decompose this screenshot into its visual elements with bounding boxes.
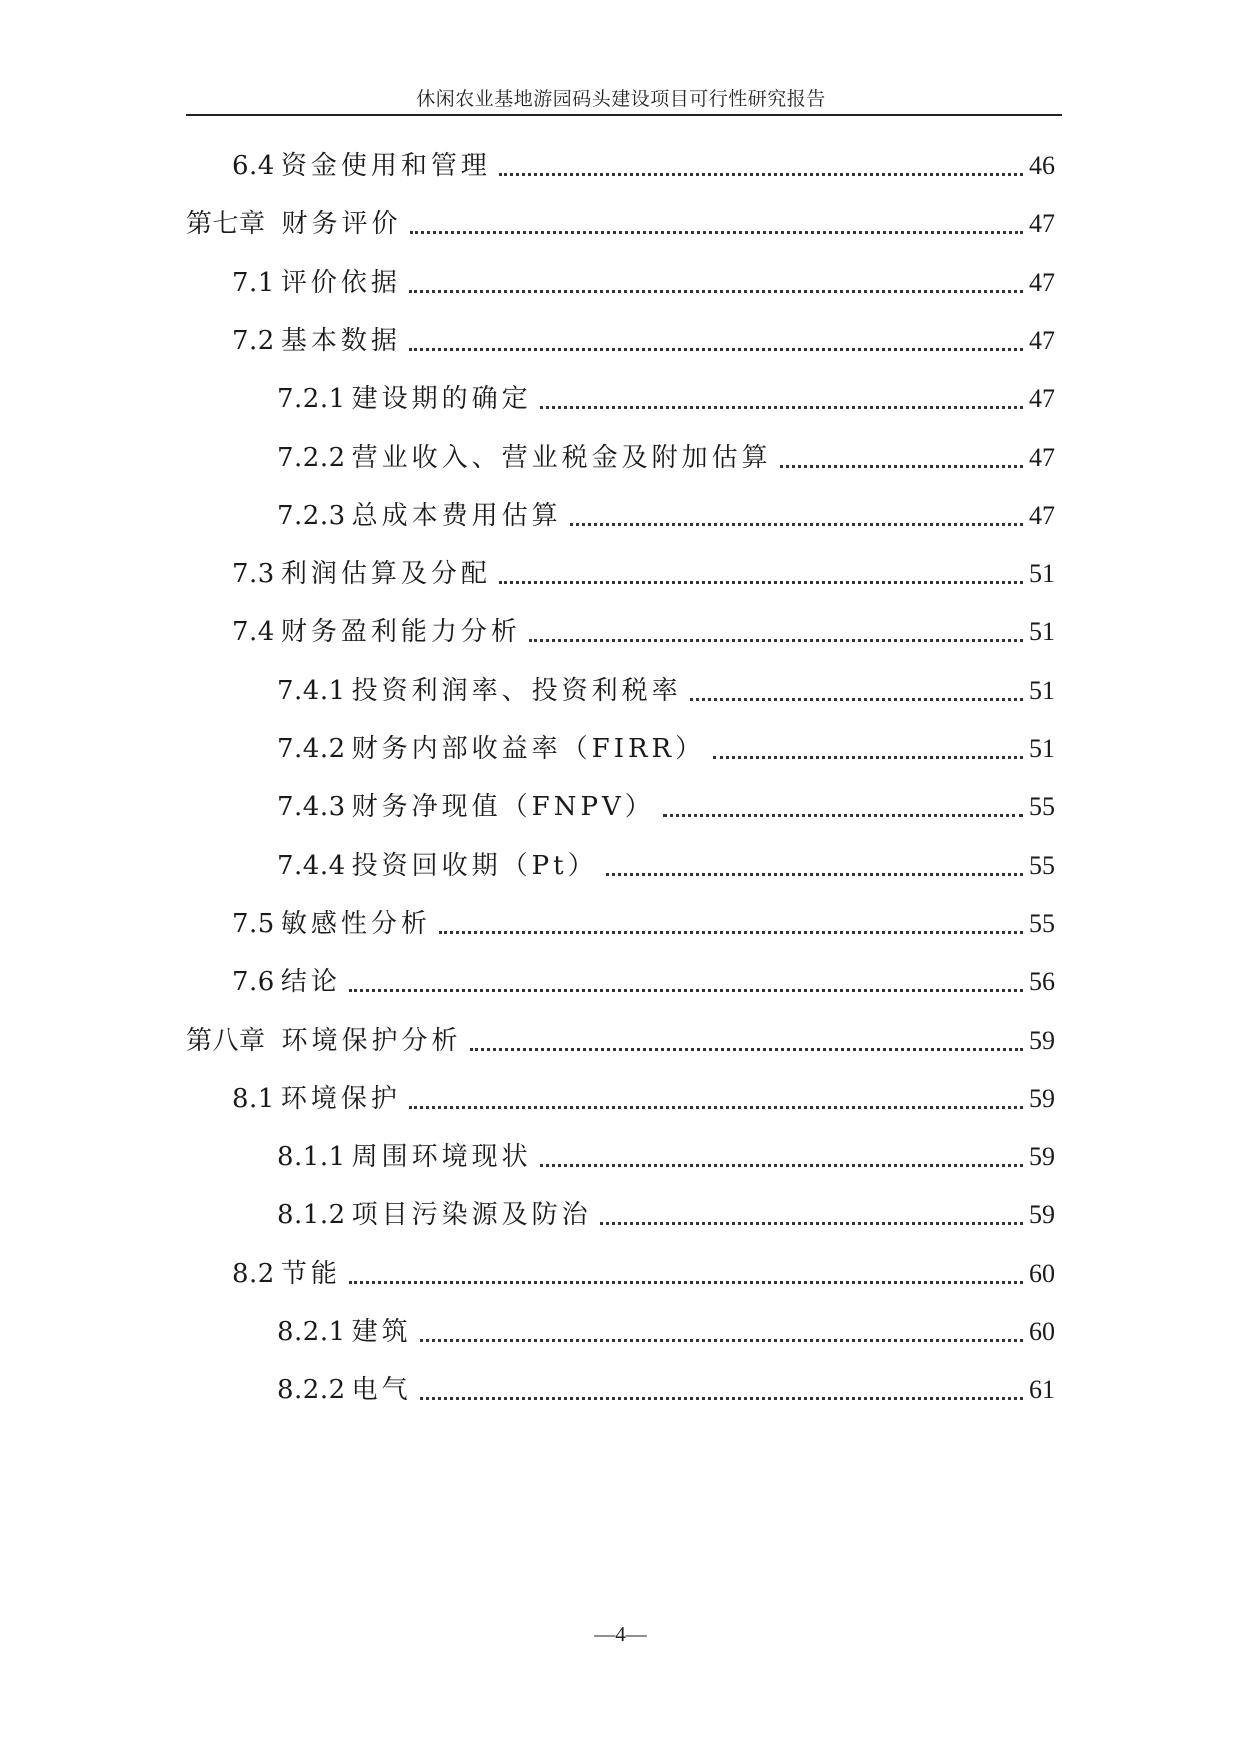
toc-entry-number: 8.2.1 (277, 1317, 346, 1347)
toc-entry-title: 敏感性分析 (280, 909, 431, 939)
toc-dot-leader (570, 523, 1023, 526)
toc-entry-number: 7.4.2 (277, 734, 346, 764)
toc-entry-number: 8.2.2 (277, 1375, 346, 1405)
toc-entry-page: 47 (1029, 209, 1055, 238)
toc-entry-number: 7.2 (232, 326, 275, 356)
toc-entry-page: 56 (1029, 967, 1055, 996)
toc-entry-title: 营业收入、营业税金及附加估算 (351, 443, 772, 473)
toc-dot-leader (349, 989, 1023, 992)
toc-entry[interactable] (277, 729, 1055, 769)
toc-entry[interactable] (232, 146, 1055, 186)
toc-dot-leader (409, 1106, 1023, 1109)
toc-entry-number: 7.4.4 (277, 851, 346, 881)
toc-entry-page: 51 (1029, 734, 1055, 763)
toc-entry-page: 47 (1029, 326, 1055, 355)
toc-entry-page: 55 (1029, 909, 1055, 938)
toc-dot-leader (420, 1397, 1023, 1400)
toc-entry-title: 财务评价 (281, 209, 402, 239)
toc-entry-page: 59 (1029, 1200, 1055, 1229)
toc-entry[interactable] (277, 1137, 1055, 1177)
toc-entry-number: 6.4 (232, 151, 275, 181)
toc-entry-number: 7.2.2 (277, 443, 346, 473)
toc-entry-title: 财务内部收益率（FIRR） (351, 734, 706, 764)
toc-entry-title: 评价依据 (280, 268, 401, 298)
toc-entry-number: 7.2.3 (277, 501, 346, 531)
toc-entry-title: 电气 (351, 1375, 412, 1405)
toc-dot-leader (499, 581, 1023, 584)
toc-entry[interactable] (232, 321, 1055, 361)
toc-dot-leader (439, 931, 1023, 934)
toc-entry-title: 建筑 (351, 1317, 412, 1347)
toc-entry-title: 环境保护分析 (281, 1026, 462, 1056)
toc-entry-page: 60 (1029, 1317, 1055, 1346)
toc-entry[interactable] (277, 671, 1055, 711)
toc-entry-page: 51 (1029, 559, 1055, 588)
toc-entry-page: 47 (1029, 443, 1055, 472)
toc-entry[interactable] (232, 1079, 1055, 1119)
toc-entry[interactable] (186, 204, 1055, 244)
toc-entry[interactable] (232, 263, 1055, 303)
toc-entry-title: 环境保护 (280, 1084, 401, 1114)
toc-entry-number: 8.1.2 (277, 1200, 346, 1230)
toc-dot-leader (540, 406, 1023, 409)
toc-entry-title: 节能 (280, 1259, 341, 1289)
toc-dot-leader (663, 814, 1023, 817)
toc-entry-page: 46 (1029, 151, 1055, 180)
toc-entry[interactable] (232, 612, 1055, 652)
toc-entry-page: 61 (1029, 1375, 1055, 1404)
toc-entry-page: 60 (1029, 1259, 1055, 1288)
toc-entry-number: 8.1 (232, 1084, 275, 1114)
toc-entry-title: 投资利润率、投资利税率 (351, 676, 682, 706)
toc-entry-number: 7.1 (232, 268, 275, 298)
toc-entry[interactable] (277, 438, 1055, 478)
toc-dot-leader (600, 1222, 1023, 1225)
toc-entry-number: 7.4.3 (277, 792, 346, 822)
toc-entry-page: 59 (1029, 1026, 1055, 1055)
toc-dot-leader (499, 173, 1023, 176)
toc-dot-leader (713, 756, 1023, 759)
toc-entry[interactable] (232, 554, 1055, 594)
toc-dot-leader (540, 1164, 1023, 1167)
toc-entry-number: 8.1.1 (277, 1142, 346, 1172)
toc-dot-leader (780, 465, 1023, 468)
toc-entry[interactable] (232, 1254, 1055, 1294)
toc-dot-leader (409, 290, 1023, 293)
toc-entry[interactable] (277, 379, 1055, 419)
toc-entry-number: 7.5 (232, 909, 275, 939)
toc-entry-title: 总成本费用估算 (351, 501, 562, 531)
toc-dot-leader (529, 639, 1023, 642)
toc-dot-leader (349, 1281, 1023, 1284)
toc-dot-leader (420, 1339, 1023, 1342)
toc-entry-page: 47 (1029, 268, 1055, 297)
toc-entry-title: 财务净现值（FNPV） (351, 792, 655, 822)
toc-entry-title: 资金使用和管理 (280, 151, 491, 181)
page-header-title: 休闲农业基地游园码头建设项目可行性研究报告 (416, 88, 826, 110)
toc-entry-number: 第七章 (186, 209, 266, 239)
toc-entry[interactable] (277, 1312, 1055, 1352)
toc-entry[interactable] (277, 496, 1055, 536)
toc-entry-page: 51 (1029, 676, 1055, 705)
toc-dot-leader (690, 698, 1023, 701)
toc-entry[interactable] (277, 1195, 1055, 1235)
toc-entry-title: 财务盈利能力分析 (280, 617, 521, 647)
toc-entry[interactable] (277, 787, 1055, 827)
toc-entry-number: 7.4.1 (277, 676, 346, 706)
toc-entry-page: 51 (1029, 617, 1055, 646)
toc-entry-title: 建设期的确定 (351, 384, 532, 414)
toc-dot-leader (470, 1048, 1023, 1051)
toc-entry-number: 7.4 (232, 617, 275, 647)
toc-entry-title: 结论 (280, 967, 341, 997)
toc-entry-page: 55 (1029, 792, 1055, 821)
page-number: —4— (594, 1622, 647, 1646)
toc-entry-title: 项目污染源及防治 (351, 1200, 592, 1230)
toc-entry[interactable] (232, 962, 1055, 1002)
toc-entry-title: 周围环境现状 (351, 1142, 532, 1172)
toc-entry[interactable] (277, 846, 1055, 886)
toc-entry-title: 利润估算及分配 (280, 559, 491, 589)
toc-dot-leader (606, 873, 1023, 876)
toc-entry-number: 第八章 (186, 1026, 266, 1056)
toc-entry-page: 47 (1029, 384, 1055, 413)
toc-entry-number: 7.3 (232, 559, 275, 589)
toc-dot-leader (409, 348, 1023, 351)
toc-entry-page: 47 (1029, 501, 1055, 530)
toc-dot-leader (410, 231, 1023, 234)
toc-entry[interactable] (232, 904, 1055, 944)
toc-entry-page: 59 (1029, 1084, 1055, 1113)
toc-entry-page: 59 (1029, 1142, 1055, 1171)
toc-entry-title: 基本数据 (280, 326, 401, 356)
toc-entry-number: 7.2.1 (277, 384, 346, 414)
toc-entry-number: 8.2 (232, 1259, 275, 1289)
toc-entry-number: 7.6 (232, 967, 275, 997)
toc-entry[interactable] (277, 1370, 1055, 1410)
toc-entry-page: 55 (1029, 851, 1055, 880)
toc-entry[interactable] (186, 1021, 1055, 1061)
toc-entry-title: 投资回收期（Pt） (351, 851, 598, 881)
